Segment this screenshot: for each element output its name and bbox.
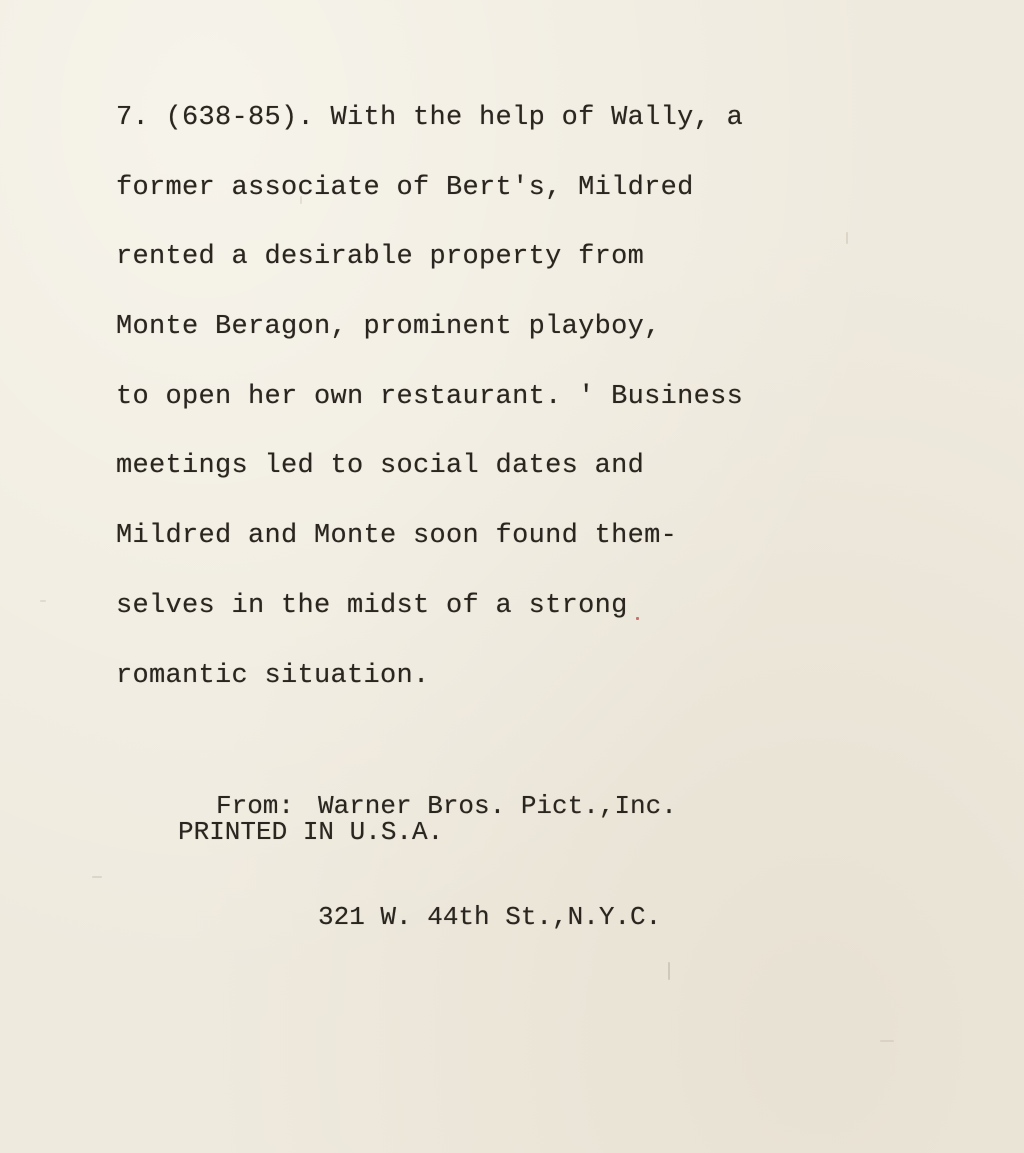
source-credit <box>216 714 677 1010</box>
caption-line: Mildred and Monte soon found them- <box>116 521 678 552</box>
paper-fleck <box>300 196 302 204</box>
source-label: From: <box>216 791 295 821</box>
caption-line: Monte Beragon, prominent playboy, <box>116 312 661 343</box>
source-address-line <box>216 899 677 936</box>
caption-line: romantic situation. <box>116 660 430 691</box>
paper-fleck <box>92 876 102 878</box>
caption-line: meetings led to social dates and <box>116 451 645 482</box>
paper-fleck <box>668 962 670 980</box>
caption-line: rented a desirable property from <box>116 242 645 273</box>
source-company: Warner Bros. Pict.,Inc. <box>318 791 677 821</box>
paper-fleck <box>40 600 46 602</box>
paper-fleck <box>636 617 639 620</box>
caption-line: selves in the midst of a strong <box>116 590 628 621</box>
paper-fleck <box>880 1040 894 1042</box>
source-address: 321 W. 44th St.,N.Y.C. <box>318 902 662 932</box>
printed-notice: PRINTED IN U.S.A. <box>178 817 444 847</box>
caption-text <box>116 84 796 711</box>
caption-line: to open her own restaurant. ' Business <box>116 381 744 412</box>
caption-line: former associate of Bert's, Mildred <box>116 172 694 203</box>
paper-fleck <box>846 232 848 244</box>
caption-line: 7. (638-85). With the help of Wally, a <box>116 103 744 133</box>
